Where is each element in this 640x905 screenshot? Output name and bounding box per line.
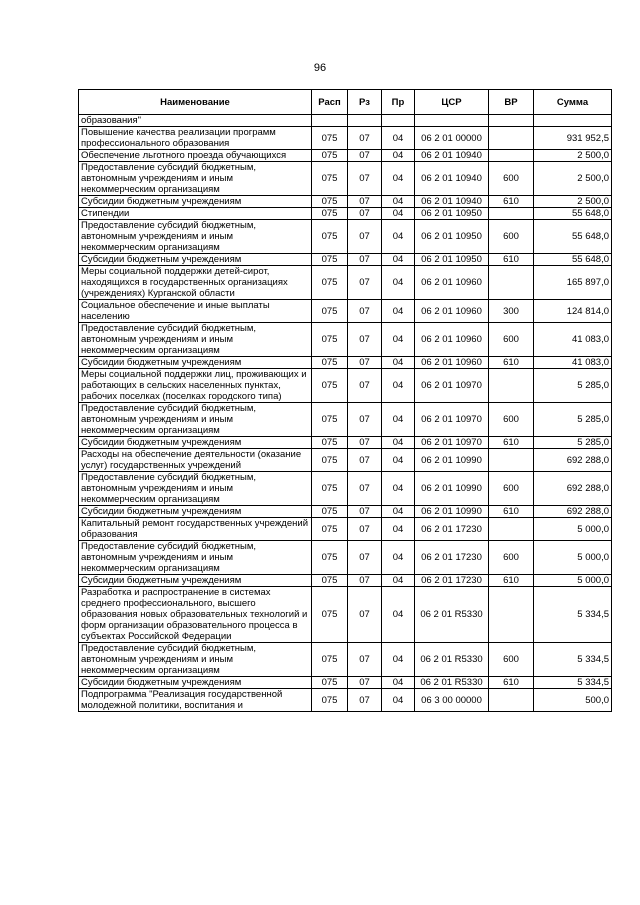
cell-pr: 04 <box>382 518 415 541</box>
cell-pr: 04 <box>382 150 415 162</box>
cell-csr: 06 2 01 10970 <box>415 437 489 449</box>
cell-rasp: 075 <box>312 127 348 150</box>
cell-vr: 600 <box>489 323 534 357</box>
cell-vr: 610 <box>489 254 534 266</box>
cell-vr: 600 <box>489 472 534 506</box>
cell-vr: 600 <box>489 162 534 196</box>
cell-sum: 55 648,0 <box>534 208 612 220</box>
cell-rasp: 075 <box>312 472 348 506</box>
table-row <box>79 403 612 437</box>
cell-sum: 2 500,0 <box>534 162 612 196</box>
cell-csr: 06 2 01 10990 <box>415 472 489 506</box>
table-row <box>79 518 612 541</box>
cell-name: Предоставление субсидий бюджетным, автономным учреждениям и иным некоммерческим организациям <box>79 323 312 357</box>
cell-vr: 610 <box>489 506 534 518</box>
cell-sum: 124 814,0 <box>534 300 612 323</box>
header-vr: ВР <box>489 90 534 115</box>
cell-pr: 04 <box>382 587 415 643</box>
table-row <box>79 127 612 150</box>
header-name: Наименование <box>79 90 312 115</box>
table-row <box>79 150 612 162</box>
cell-vr <box>489 689 534 712</box>
header-csr: ЦСР <box>415 90 489 115</box>
cell-csr: 06 2 01 R5330 <box>415 677 489 689</box>
cell-name: Предоставление субсидий бюджетным, автономным учреждениям и иным некоммерческим организациям <box>79 403 312 437</box>
table-row <box>79 437 612 449</box>
cell-vr: 610 <box>489 196 534 208</box>
cell-rz: 07 <box>348 472 382 506</box>
cell-csr: 06 2 01 10940 <box>415 196 489 208</box>
cell-rz: 07 <box>348 254 382 266</box>
cell-sum: 2 500,0 <box>534 150 612 162</box>
table-body <box>79 115 612 712</box>
table-row <box>79 369 612 403</box>
cell-rasp: 075 <box>312 403 348 437</box>
cell-rasp: 075 <box>312 220 348 254</box>
cell-rasp: 075 <box>312 506 348 518</box>
cell-vr <box>489 587 534 643</box>
cell-pr: 04 <box>382 220 415 254</box>
table-row <box>79 587 612 643</box>
table-row <box>79 162 612 196</box>
cell-csr: 06 2 01 10960 <box>415 300 489 323</box>
cell-rz: 07 <box>348 506 382 518</box>
cell-rasp: 075 <box>312 643 348 677</box>
cell-pr: 04 <box>382 437 415 449</box>
cell-name: Подпрограмма "Реализация государственной молодежной политики, воспитания и <box>79 689 312 712</box>
cell-sum: 5 285,0 <box>534 437 612 449</box>
cell-vr: 600 <box>489 403 534 437</box>
header-rz: Рз <box>348 90 382 115</box>
table-header-row <box>79 90 612 115</box>
cell-csr: 06 2 01 10950 <box>415 254 489 266</box>
cell-rz: 07 <box>348 518 382 541</box>
cell-sum: 692 288,0 <box>534 449 612 472</box>
cell-sum <box>534 115 612 127</box>
cell-csr: 06 2 01 10990 <box>415 506 489 518</box>
cell-name: Субсидии бюджетным учреждениям <box>79 575 312 587</box>
cell-pr: 04 <box>382 472 415 506</box>
cell-name: Повышение качества реализации программ профессионального образования <box>79 127 312 150</box>
cell-pr: 04 <box>382 689 415 712</box>
cell-rasp: 075 <box>312 323 348 357</box>
cell-vr: 600 <box>489 220 534 254</box>
cell-vr: 610 <box>489 677 534 689</box>
cell-vr: 600 <box>489 541 534 575</box>
cell-sum: 692 288,0 <box>534 472 612 506</box>
cell-name: Субсидии бюджетным учреждениям <box>79 357 312 369</box>
cell-pr: 04 <box>382 357 415 369</box>
cell-name: Обеспечение льготного проезда обучающихся <box>79 150 312 162</box>
table-row <box>79 254 612 266</box>
cell-vr: 610 <box>489 357 534 369</box>
cell-rz: 07 <box>348 162 382 196</box>
cell-rz: 07 <box>348 449 382 472</box>
cell-rz: 07 <box>348 220 382 254</box>
cell-rz: 07 <box>348 266 382 300</box>
cell-sum: 41 083,0 <box>534 357 612 369</box>
cell-sum: 5 334,5 <box>534 643 612 677</box>
table-row <box>79 357 612 369</box>
cell-pr: 04 <box>382 541 415 575</box>
cell-name: Предоставление субсидий бюджетным, автономным учреждениям и иным некоммерческим организациям <box>79 472 312 506</box>
cell-rasp: 075 <box>312 369 348 403</box>
header-sum: Сумма <box>534 90 612 115</box>
cell-sum: 5 285,0 <box>534 403 612 437</box>
cell-pr: 04 <box>382 403 415 437</box>
cell-sum: 2 500,0 <box>534 196 612 208</box>
cell-rasp <box>312 115 348 127</box>
cell-sum: 692 288,0 <box>534 506 612 518</box>
cell-rz: 07 <box>348 689 382 712</box>
cell-sum: 931 952,5 <box>534 127 612 150</box>
cell-sum: 5 285,0 <box>534 369 612 403</box>
cell-pr: 04 <box>382 323 415 357</box>
table-row <box>79 575 612 587</box>
cell-pr: 04 <box>382 127 415 150</box>
cell-rz: 07 <box>348 643 382 677</box>
cell-vr <box>489 266 534 300</box>
cell-csr: 06 2 01 17230 <box>415 575 489 587</box>
cell-sum: 5 000,0 <box>534 575 612 587</box>
table-row <box>79 677 612 689</box>
table-row <box>79 541 612 575</box>
table-row <box>79 266 612 300</box>
cell-csr: 06 2 01 10960 <box>415 323 489 357</box>
cell-rasp: 075 <box>312 357 348 369</box>
cell-name: Субсидии бюджетным учреждениям <box>79 506 312 518</box>
cell-name: образования" <box>79 115 312 127</box>
cell-rz: 07 <box>348 677 382 689</box>
cell-sum: 500,0 <box>534 689 612 712</box>
cell-pr: 04 <box>382 506 415 518</box>
cell-rz: 07 <box>348 575 382 587</box>
cell-sum: 41 083,0 <box>534 323 612 357</box>
cell-vr: 600 <box>489 643 534 677</box>
cell-rasp: 075 <box>312 449 348 472</box>
cell-csr: 06 2 01 17230 <box>415 541 489 575</box>
table-row <box>79 208 612 220</box>
cell-pr: 04 <box>382 266 415 300</box>
cell-sum: 5 334,5 <box>534 587 612 643</box>
cell-csr: 06 2 01 10960 <box>415 266 489 300</box>
cell-rasp: 075 <box>312 518 348 541</box>
cell-rasp: 075 <box>312 254 348 266</box>
cell-csr: 06 3 00 00000 <box>415 689 489 712</box>
table-row <box>79 506 612 518</box>
cell-csr: 06 2 01 10950 <box>415 208 489 220</box>
table-row <box>79 115 612 127</box>
cell-pr: 04 <box>382 369 415 403</box>
cell-sum: 55 648,0 <box>534 220 612 254</box>
cell-rasp: 075 <box>312 677 348 689</box>
cell-name: Стипендии <box>79 208 312 220</box>
cell-pr: 04 <box>382 449 415 472</box>
cell-csr: 06 2 01 00000 <box>415 127 489 150</box>
table-row <box>79 689 612 712</box>
cell-sum: 5 000,0 <box>534 518 612 541</box>
cell-rasp: 075 <box>312 266 348 300</box>
cell-rasp: 075 <box>312 575 348 587</box>
cell-name: Меры социальной поддержки лиц, проживающих и работающих в сельских населенных пунктах, рабочих поселках (поселках городского типа) <box>79 369 312 403</box>
table-row <box>79 323 612 357</box>
cell-pr: 04 <box>382 162 415 196</box>
cell-name: Меры социальной поддержки детей-сирот, находящихся в государственных организациях (учреждениях) Курганской области <box>79 266 312 300</box>
cell-rz: 07 <box>348 150 382 162</box>
cell-pr: 04 <box>382 677 415 689</box>
budget-table <box>78 89 612 712</box>
cell-rasp: 075 <box>312 208 348 220</box>
cell-rz: 07 <box>348 127 382 150</box>
cell-rz: 07 <box>348 541 382 575</box>
cell-vr <box>489 449 534 472</box>
cell-pr <box>382 115 415 127</box>
cell-csr: 06 2 01 10940 <box>415 162 489 196</box>
cell-name: Субсидии бюджетным учреждениям <box>79 254 312 266</box>
cell-vr: 610 <box>489 575 534 587</box>
cell-sum: 55 648,0 <box>534 254 612 266</box>
cell-rz: 07 <box>348 300 382 323</box>
cell-csr <box>415 115 489 127</box>
table-row <box>79 220 612 254</box>
cell-name: Предоставление субсидий бюджетным, автономным учреждениям и иным некоммерческим организациям <box>79 643 312 677</box>
cell-vr <box>489 208 534 220</box>
cell-name: Капитальный ремонт государственных учреждений образования <box>79 518 312 541</box>
table-row <box>79 472 612 506</box>
cell-name: Субсидии бюджетным учреждениям <box>79 437 312 449</box>
cell-name: Социальное обеспечение и иные выплаты населению <box>79 300 312 323</box>
cell-pr: 04 <box>382 643 415 677</box>
cell-csr: 06 2 01 17230 <box>415 518 489 541</box>
cell-name: Субсидии бюджетным учреждениям <box>79 196 312 208</box>
table-row <box>79 196 612 208</box>
cell-sum: 165 897,0 <box>534 266 612 300</box>
cell-rz <box>348 115 382 127</box>
cell-rz: 07 <box>348 369 382 403</box>
cell-csr: 06 2 01 10940 <box>415 150 489 162</box>
cell-name: Разработка и распространение в системах среднего профессионального, высшего образования новых образовательных технологий и форм организации образовательного процесса в субъектах Российской Федерации <box>79 587 312 643</box>
page-number: 96 <box>313 62 327 74</box>
cell-rasp: 075 <box>312 196 348 208</box>
cell-pr: 04 <box>382 196 415 208</box>
cell-name: Субсидии бюджетным учреждениям <box>79 677 312 689</box>
cell-rz: 07 <box>348 323 382 357</box>
cell-csr: 06 2 01 10970 <box>415 403 489 437</box>
cell-pr: 04 <box>382 208 415 220</box>
cell-rz: 07 <box>348 403 382 437</box>
cell-vr: 610 <box>489 437 534 449</box>
cell-name: Предоставление субсидий бюджетным, автономным учреждениям и иным некоммерческим организациям <box>79 220 312 254</box>
cell-vr <box>489 518 534 541</box>
cell-rasp: 075 <box>312 541 348 575</box>
cell-rz: 07 <box>348 587 382 643</box>
cell-pr: 04 <box>382 300 415 323</box>
cell-csr: 06 2 01 R5330 <box>415 587 489 643</box>
cell-rz: 07 <box>348 208 382 220</box>
cell-vr <box>489 115 534 127</box>
cell-name: Предоставление субсидий бюджетным, автономным учреждениям и иным некоммерческим организациям <box>79 162 312 196</box>
cell-vr: 300 <box>489 300 534 323</box>
cell-pr: 04 <box>382 254 415 266</box>
cell-rz: 07 <box>348 357 382 369</box>
cell-vr <box>489 127 534 150</box>
cell-rz: 07 <box>348 437 382 449</box>
cell-csr: 06 2 01 10960 <box>415 357 489 369</box>
cell-csr: 06 2 01 10970 <box>415 369 489 403</box>
cell-name: Предоставление субсидий бюджетным, автономным учреждениям и иным некоммерческим организациям <box>79 541 312 575</box>
cell-csr: 06 2 01 10950 <box>415 220 489 254</box>
cell-rasp: 075 <box>312 587 348 643</box>
cell-pr: 04 <box>382 575 415 587</box>
cell-sum: 5 000,0 <box>534 541 612 575</box>
cell-rasp: 075 <box>312 300 348 323</box>
header-rasp: Расп <box>312 90 348 115</box>
cell-rz: 07 <box>348 196 382 208</box>
table-row <box>79 643 612 677</box>
cell-rasp: 075 <box>312 689 348 712</box>
header-pr: Пр <box>382 90 415 115</box>
cell-rasp: 075 <box>312 437 348 449</box>
cell-csr: 06 2 01 10990 <box>415 449 489 472</box>
cell-rasp: 075 <box>312 162 348 196</box>
cell-vr <box>489 369 534 403</box>
cell-sum: 5 334,5 <box>534 677 612 689</box>
table-row <box>79 449 612 472</box>
cell-vr <box>489 150 534 162</box>
cell-rasp: 075 <box>312 150 348 162</box>
cell-csr: 06 2 01 R5330 <box>415 643 489 677</box>
table-row <box>79 300 612 323</box>
cell-name: Расходы на обеспечение деятельности (оказание услуг) государственных учреждений <box>79 449 312 472</box>
